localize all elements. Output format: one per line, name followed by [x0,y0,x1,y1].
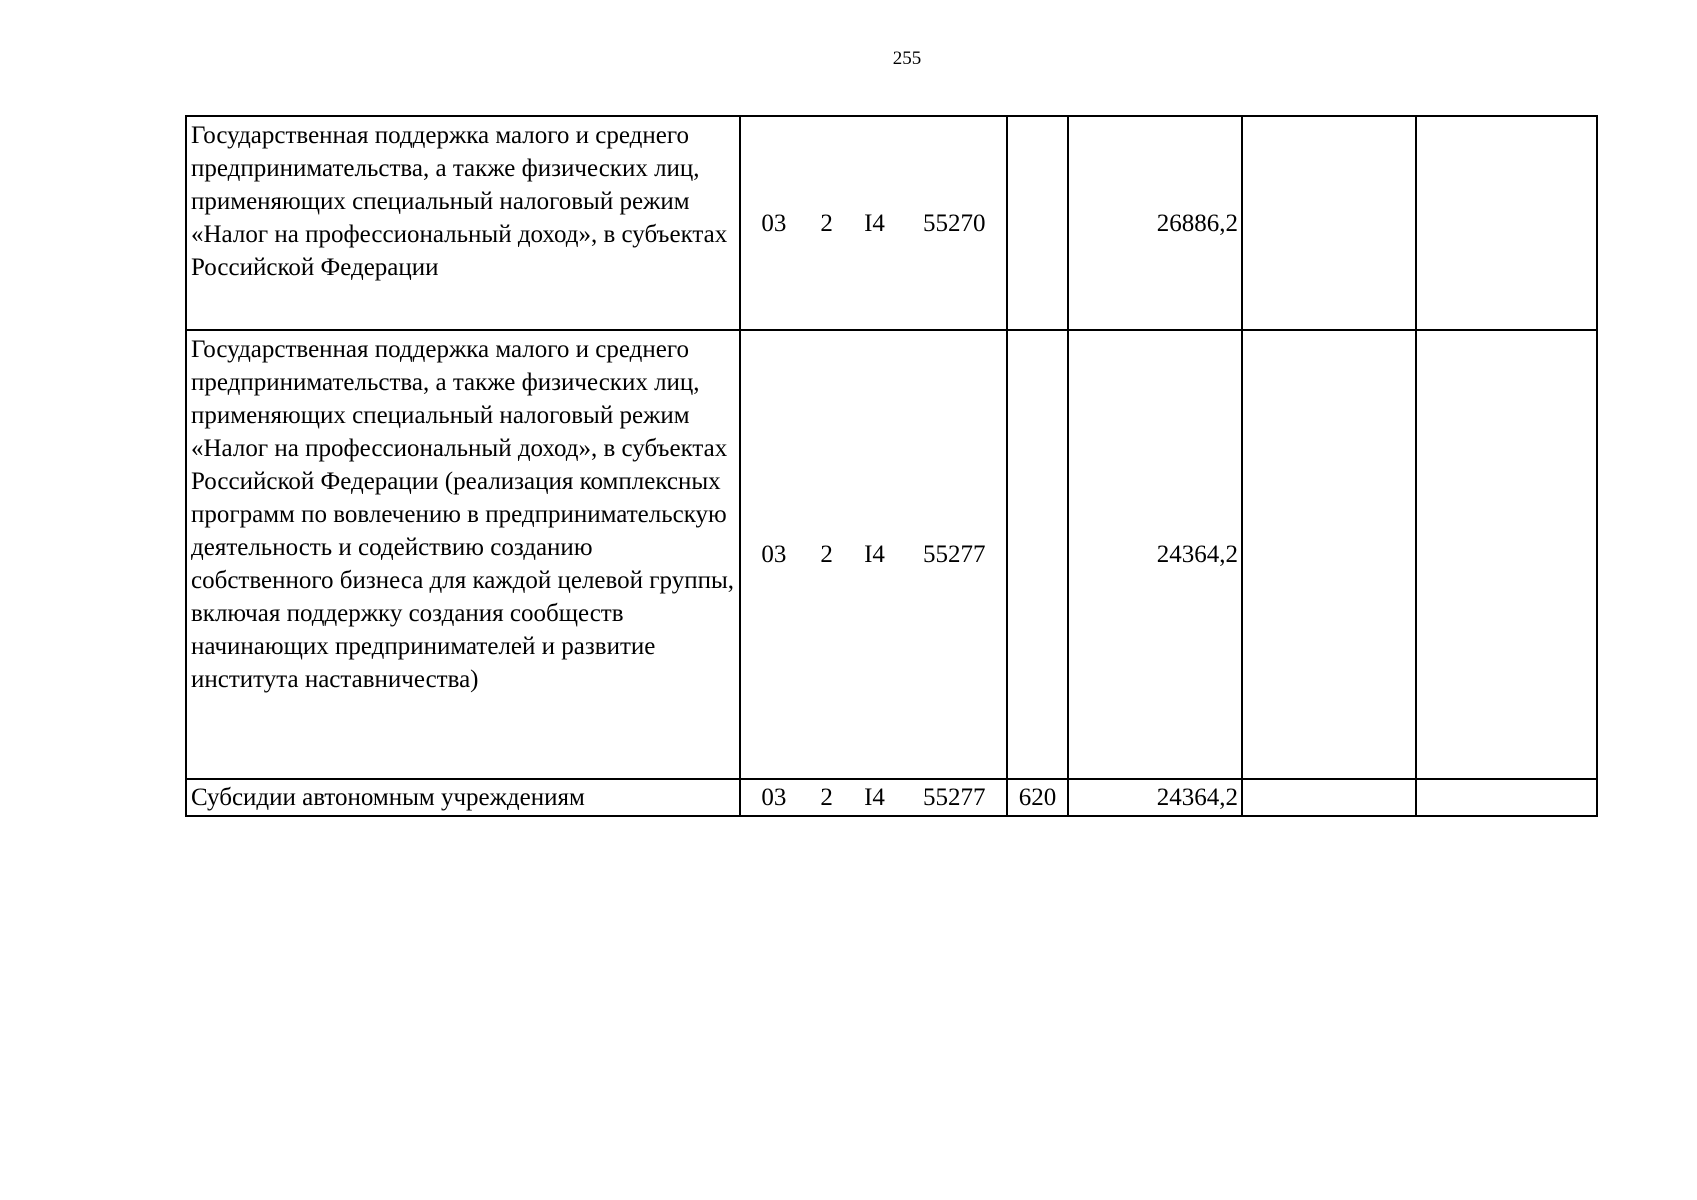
subprogram-code: 2 [820,209,833,237]
budget-table [185,115,1598,817]
expense-type-code: 620 [1007,779,1068,816]
empty-cell [1416,116,1597,330]
subprogram-code: 2 [820,541,833,568]
row-target-code [740,116,1007,330]
project-code: I4 [864,541,885,568]
row-target-code [740,779,1007,816]
row-target-code [740,330,1007,779]
amount-cell: 26886,2 [1068,116,1242,330]
empty-cell [1242,116,1416,330]
table-row [186,779,1597,816]
expense-type-code [1007,116,1068,330]
direction-code: 55277 [922,541,986,568]
empty-cell [1242,330,1416,779]
project-code: I4 [864,784,885,811]
direction-code: 55277 [922,784,986,811]
page-number: 255 [892,48,922,69]
subprogram-code: 2 [820,784,833,811]
empty-cell [1416,330,1597,779]
expense-type-code [1007,330,1068,779]
row-description: Государственная поддержка малого и среднего предпринимательства, а также физических лиц, применяющих специальный налоговый режим «Налог на профессиональный доход», в субъектах Российской Федерации (реализация комплексных программ по вовлечению в предпринимательскую деятельность и содействию созданию собственного бизнеса для каждой целевой группы, включая поддержку создания сообществ начинающих предпринимателей и развитие института наставничества) [186,330,740,779]
section-code: 03 [761,209,787,237]
table-row [186,116,1597,330]
empty-cell [1416,779,1597,816]
section-code: 03 [761,541,787,568]
row-description: Субсидии автономным учреждениям [186,779,740,816]
project-code: I4 [864,209,885,237]
table-row [186,330,1597,779]
direction-code: 55270 [922,209,986,237]
amount-cell: 24364,2 [1068,779,1242,816]
amount-cell: 24364,2 [1068,330,1242,779]
empty-cell [1242,779,1416,816]
row-description: Государственная поддержка малого и среднего предпринимательства, а также физических лиц, применяющих специальный налоговый режим «Налог на профессиональный доход», в субъектах Российской Федерации [186,116,740,330]
section-code: 03 [761,784,787,811]
